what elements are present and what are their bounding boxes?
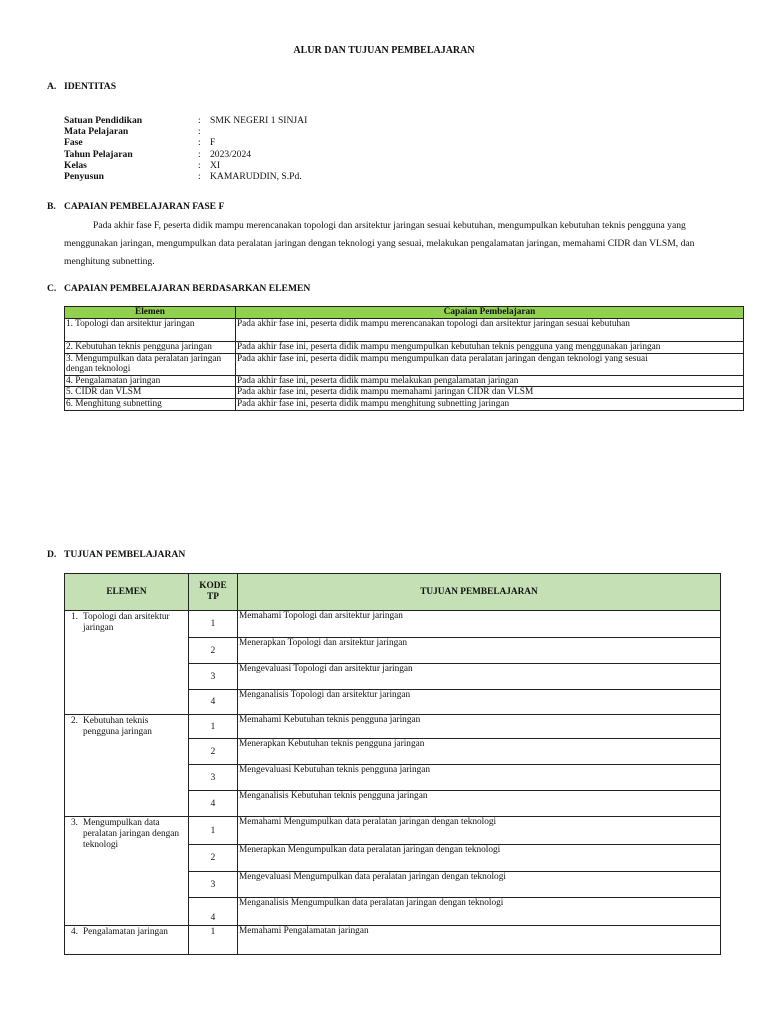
identity-row-satuan — [64, 115, 307, 126]
tujuan-cell: Mengevaluasi Mengumpulkan data peralatan jaringan dengan teknologi — [238, 872, 721, 898]
section-c-letter: C. — [47, 283, 57, 294]
elemen-name: Topologi dan arsitektur jaringan — [83, 612, 170, 633]
table-row — [65, 375, 744, 387]
table-header-row — [65, 574, 721, 611]
table-row — [65, 611, 721, 638]
identity-colon: : — [198, 126, 201, 138]
column-header-tujuan: TUJUAN PEMBELAJARAN — [238, 574, 721, 611]
identity-colon: : — [198, 159, 201, 171]
column-header-elemen: Elemen — [65, 307, 236, 319]
capaian-cell: Pada akhir fase ini, peserta didik mampu mengumpulkan kebutuhan teknis pengguna yang menggunakan jaringan — [236, 342, 744, 354]
elemen-number: 4. — [71, 927, 78, 937]
tujuan-pembelajaran-table — [64, 573, 721, 955]
elemen-cell: 4. Pengalamatan jaringan — [65, 375, 236, 387]
kode-cell: 1 — [189, 926, 238, 955]
section-d-title: TUJUAN PEMBELAJARAN — [64, 549, 186, 560]
kode-cell: 4 — [189, 791, 238, 817]
tujuan-cell: Memahami Mengumpulkan data peralatan jaringan dengan teknologi — [238, 817, 721, 845]
kode-cell: 3 — [189, 872, 238, 898]
kode-cell: 1 — [189, 817, 238, 845]
tujuan-cell: Mengevaluasi Topologi dan arsitektur jaringan — [238, 664, 721, 690]
elemen-number: 1. — [71, 612, 78, 622]
section-a-title: IDENTITAS — [64, 81, 117, 92]
tujuan-cell: Menganalisis Mengumpulkan data peralatan jaringan dengan teknologi — [238, 898, 721, 926]
section-a-letter: A. — [47, 81, 57, 92]
table-row — [65, 715, 721, 739]
elemen-name: Kebutuhan teknis pengguna jaringan — [83, 716, 152, 737]
tujuan-cell: Memahami Topologi dan arsitektur jaringan — [238, 611, 721, 638]
identity-label: Mata Pelajaran — [64, 126, 129, 138]
column-header-capaian: Capaian Pembelajaran — [236, 307, 744, 319]
capaian-fase-paragraph: Pada akhir fase F, peserta didik mampu merencanakan topologi dan arsitektur jaringan sesuai kebutuhan, mengumpulkan kebutuhan teknis pengguna yang menggunakan jaringan, mengumpulkan data peralatan jaringan dengan teknologi yang sesuai, melakukan pengalamatan jaringan, memahami CIDR dan VLSM, dan menghitung subnetting. — [64, 220, 695, 267]
identity-row-mapel — [64, 126, 307, 137]
section-c-heading — [47, 283, 310, 294]
capaian-cell: Pada akhir fase ini, peserta didik mampu mengumpulkan data peralatan jaringan dengan teknologi yang sesuai — [236, 353, 744, 375]
identity-value: 2023/2024 — [210, 148, 252, 160]
identity-row-tahun — [64, 149, 307, 160]
tujuan-cell: Memahami Kebutuhan teknis pengguna jaringan — [238, 715, 721, 739]
elemen-group-cell — [65, 817, 189, 926]
identity-colon: : — [198, 148, 201, 160]
capaian-cell: Pada akhir fase ini, peserta didik mampu menghitung subnetting jaringan — [236, 398, 744, 410]
identity-label: Tahun Pelajaran — [64, 148, 133, 160]
identity-value: XI — [210, 159, 221, 171]
identity-row-fase — [64, 137, 307, 148]
capaian-elemen-table — [64, 306, 744, 411]
capaian-cell: Pada akhir fase ini, peserta didik mampu merencanakan topologi dan arsitektur jaringan sesuai kebutuhan — [236, 319, 744, 342]
identity-row-penyusun — [64, 171, 307, 182]
elemen-cell: 6. Menghitung subnetting — [65, 398, 236, 410]
identity-label: Satuan Pendidikan — [64, 115, 143, 126]
kode-cell: 3 — [189, 664, 238, 690]
table-row — [65, 342, 744, 354]
section-c-title: CAPAIAN PEMBELAJARAN BERDASARKAN ELEMEN — [64, 283, 311, 294]
elemen-name: Mengumpulkan data peralatan jaringan dengan teknologi — [83, 818, 180, 850]
identity-label: Fase — [64, 137, 83, 149]
table-row — [65, 926, 721, 955]
identity-value: SMK NEGERI 1 SINJAI — [210, 115, 308, 126]
elemen-group-cell — [65, 611, 189, 715]
identity-colon: : — [198, 137, 201, 149]
tujuan-cell: Menerapkan Topologi dan arsitektur jaringan — [238, 638, 721, 664]
kode-cell: 1 — [189, 611, 238, 638]
table-row — [65, 353, 744, 375]
kode-cell: 2 — [189, 638, 238, 664]
kode-cell: 2 — [189, 739, 238, 765]
tujuan-cell: Menerapkan Mengumpulkan data peralatan jaringan dengan teknologi — [238, 845, 721, 872]
section-b-letter: B. — [47, 201, 56, 212]
section-d-letter: D. — [47, 549, 57, 560]
kode-cell: 1 — [189, 715, 238, 739]
table-row — [65, 817, 721, 845]
kode-cell: 3 — [189, 765, 238, 791]
elemen-cell: 5. CIDR dan VLSM — [65, 387, 236, 399]
table-row — [65, 319, 744, 342]
table-row — [65, 387, 744, 399]
section-b-heading — [47, 201, 224, 212]
elemen-name: Pengalamatan jaringan — [83, 927, 168, 937]
table-header-row — [65, 307, 744, 319]
tujuan-cell: Menerapkan Kebutuhan teknis pengguna jaringan — [238, 739, 721, 765]
identity-label: Penyusun — [64, 170, 104, 182]
elemen-cell: 2. Kebutuhan teknis pengguna jaringan — [65, 342, 236, 354]
capaian-cell: Pada akhir fase ini, peserta didik mampu melakukan pengalamatan jaringan — [236, 375, 744, 387]
tujuan-cell: Memahami Pengalamatan jaringan — [238, 926, 721, 955]
column-header-elemen: ELEMEN — [65, 574, 189, 611]
table-row — [65, 398, 744, 410]
tujuan-cell: Menganalisis Topologi dan arsitektur jaringan — [238, 690, 721, 715]
section-d-heading — [47, 549, 185, 560]
elemen-number: 2. — [71, 716, 78, 726]
section-b-title: CAPAIAN PEMBELAJARAN FASE F — [64, 201, 225, 212]
tujuan-cell: Menganalisis Kebutuhan teknis pengguna jaringan — [238, 791, 721, 817]
capaian-cell: Pada akhir fase ini, peserta didik mampu memahami jaringan CIDR dan VLSM — [236, 387, 744, 399]
identity-block — [64, 115, 307, 182]
identity-label: Kelas — [64, 159, 87, 171]
identity-value: F — [210, 137, 216, 149]
elemen-group-cell — [65, 926, 189, 955]
tujuan-cell: Mengevaluasi Kebutuhan teknis pengguna jaringan — [238, 765, 721, 791]
identity-row-kelas — [64, 160, 307, 171]
document-title: ALUR DAN TUJUAN PEMBELAJARAN — [293, 45, 475, 56]
identity-colon: : — [198, 115, 201, 126]
elemen-group-cell — [65, 715, 189, 817]
identity-value: KAMARUDDIN, S.Pd. — [210, 170, 302, 182]
elemen-number: 3. — [71, 818, 78, 828]
elemen-cell: 3. Mengumpulkan data peralatan jaringan dengan teknologi — [65, 353, 236, 375]
kode-cell: 2 — [189, 845, 238, 872]
kode-cell: 4 — [189, 690, 238, 715]
elemen-cell: 1. Topologi dan arsitektur jaringan — [65, 319, 236, 342]
section-a-heading — [47, 81, 116, 92]
column-header-kode-tp: KODE TP — [189, 574, 238, 611]
identity-colon: : — [198, 170, 201, 182]
kode-cell: 4 — [189, 898, 238, 926]
